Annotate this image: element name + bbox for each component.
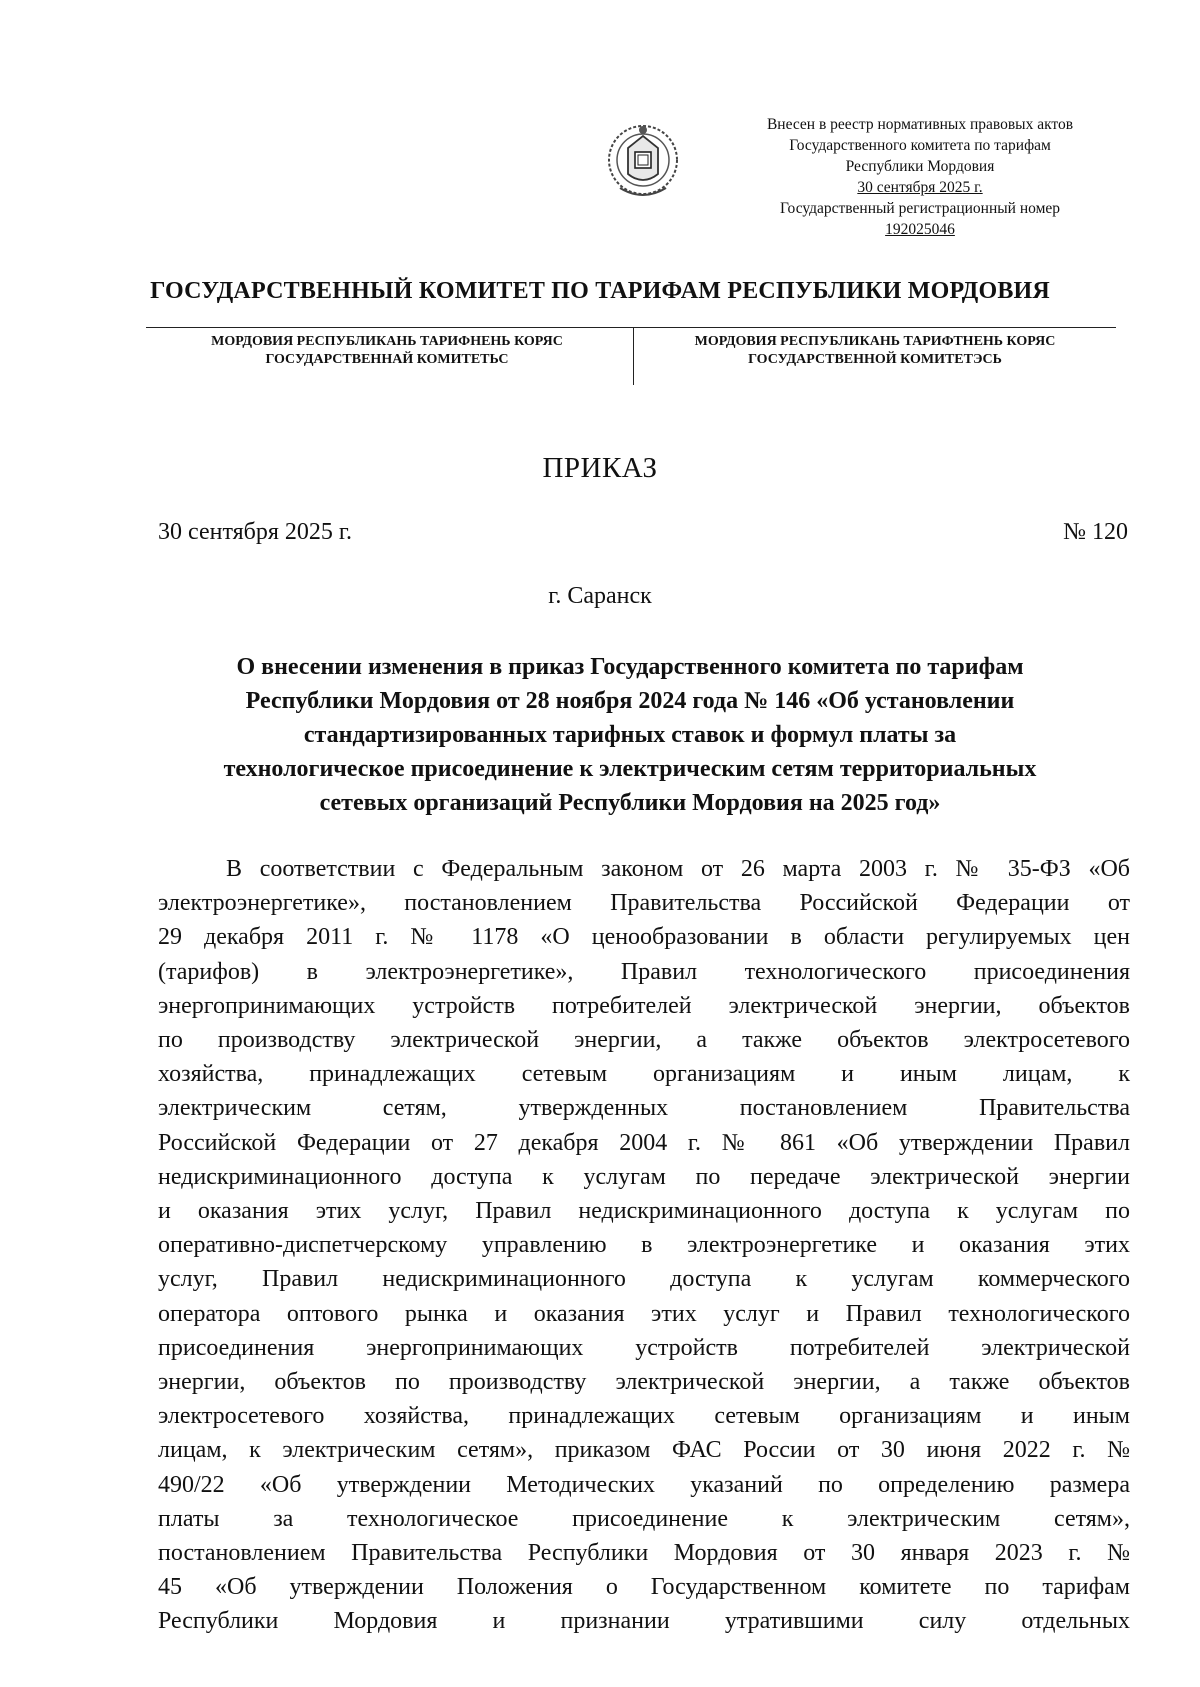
document-number: № 120 <box>1063 519 1128 545</box>
header-divider <box>146 327 1116 328</box>
body-line: (тарифов) в электроэнергетике», Правил технологического присоединения <box>158 958 1130 985</box>
document-heading <box>150 650 1110 820</box>
heading-line: технологическое присоединение к электрическим сетям территориальных <box>223 756 1037 782</box>
moksha-name-line-2: ГОСУДАРСТВЕННАЙ КОМИТЕТЬС <box>265 352 509 367</box>
heading-line: О внесении изменения в приказ Государственного комитета по тарифам <box>236 654 1024 680</box>
document-body-text <box>158 852 1130 1639</box>
registry-line-3: Республики Мордовия <box>845 158 995 175</box>
erzya-name-line-2: ГОСУДАРСТВЕННОЙ КОМИТЕТЭСЬ <box>748 352 1002 367</box>
registry-stamp <box>720 114 1120 240</box>
body-line: по производству электрической энергии, а также объектов электросетевого <box>158 1027 1130 1054</box>
mordovia-coat-of-arms-emblem <box>604 118 682 208</box>
body-line: электроэнергетике», постановлением Правительства Российской Федерации от <box>158 890 1130 917</box>
registry-date: 30 сентября 2025 г. <box>857 179 983 196</box>
body-line: оператора оптового рынка и оказания этих услуг и Правил технологического <box>158 1300 1130 1327</box>
body-line: 45 «Об утверждении Положения о Государственном комитете по тарифам <box>158 1574 1130 1601</box>
registry-number: 192025046 <box>885 221 955 238</box>
document-date: 30 сентября 2025 г. <box>158 519 353 545</box>
document-city: г. Саранск <box>548 583 652 609</box>
body-line: 29 декабря 2011 г. № 1178 «О ценообразовании в области регулируемых цен <box>158 924 1130 951</box>
body-line: хозяйства, принадлежащих сетевым организациям и иным лицам, к <box>158 1061 1130 1088</box>
moksha-committee-name <box>152 333 622 369</box>
body-line: Республики Мордовия и признании утратившими силу отдельных <box>158 1608 1130 1635</box>
heading-line: сетевых организаций Республики Мордовия на 2025 год» <box>319 790 941 816</box>
body-line: электрическим сетям, утвержденных постановлением Правительства <box>158 1095 1130 1122</box>
erzya-committee-name <box>640 333 1110 369</box>
body-line: лицам, к электрическим сетям», приказом ФАС России от 30 июня 2022 г. № <box>158 1437 1130 1464</box>
body-line: электросетевого хозяйства, принадлежащих сетевым организациям и иным <box>158 1403 1130 1430</box>
body-line: энергопринимающих устройств потребителей электрической энергии, объектов <box>158 992 1130 1019</box>
registry-line-1: Внесен в реестр нормативных правовых актов <box>766 116 1074 133</box>
body-line: и оказания этих услуг, Правил недискриминационного доступа к услугам по <box>158 1198 1130 1225</box>
heading-line: стандартизированных тарифных ставок и формул платы за <box>303 722 957 748</box>
body-line: оперативно-диспетчерскому управлению в электроэнергетике и оказания этих <box>158 1232 1130 1259</box>
moksha-name-line-1: МОРДОВИЯ РЕСПУБЛИКАНЬ ТАРИФНЕНЬ КОРЯС <box>211 334 563 349</box>
registry-line-2: Государственного комитета по тарифам <box>789 137 1051 154</box>
body-line: услуг, Правил недискриминационного доступа к услугам коммерческого <box>158 1266 1130 1293</box>
erzya-name-line-1: МОРДОВИЯ РЕСПУБЛИКАНЬ ТАРИФТНЕНЬ КОРЯС <box>694 334 1056 349</box>
committee-title: ГОСУДАРСТВЕННЫЙ КОМИТЕТ ПО ТАРИФАМ РЕСПУБЛИКИ МОРДОВИЯ <box>150 278 1050 304</box>
body-line: постановлением Правительства Республики Мордовия от 30 января 2023 г. № <box>158 1540 1130 1567</box>
body-line: 490/22 «Об утверждении Методических указаний по определению размера <box>158 1471 1130 1498</box>
body-line: В соответствии с Федеральным законом от 26 марта 2003 г. № 35-ФЗ «Об <box>226 856 1130 882</box>
registry-line-5: Государственный регистрационный номер <box>779 200 1061 217</box>
body-line: присоединения энергопринимающих устройств потребителей электрической <box>158 1334 1130 1361</box>
heading-line: Республики Мордовия от 28 ноября 2024 года № 146 «Об установлении <box>245 688 1015 714</box>
header-column-divider <box>633 327 634 385</box>
body-line: платы за технологическое присоединение к электрическим сетям», <box>158 1505 1130 1532</box>
body-line: недискриминационного доступа к услугам по передаче электрической энергии <box>158 1163 1130 1190</box>
body-line: Российской Федерации от 27 декабря 2004 г. № 861 «Об утверждении Правил <box>158 1129 1130 1156</box>
body-line: энергии, объектов по производству электрической энергии, а также объектов <box>158 1369 1130 1396</box>
document-type-title: ПРИКАЗ <box>542 452 658 484</box>
